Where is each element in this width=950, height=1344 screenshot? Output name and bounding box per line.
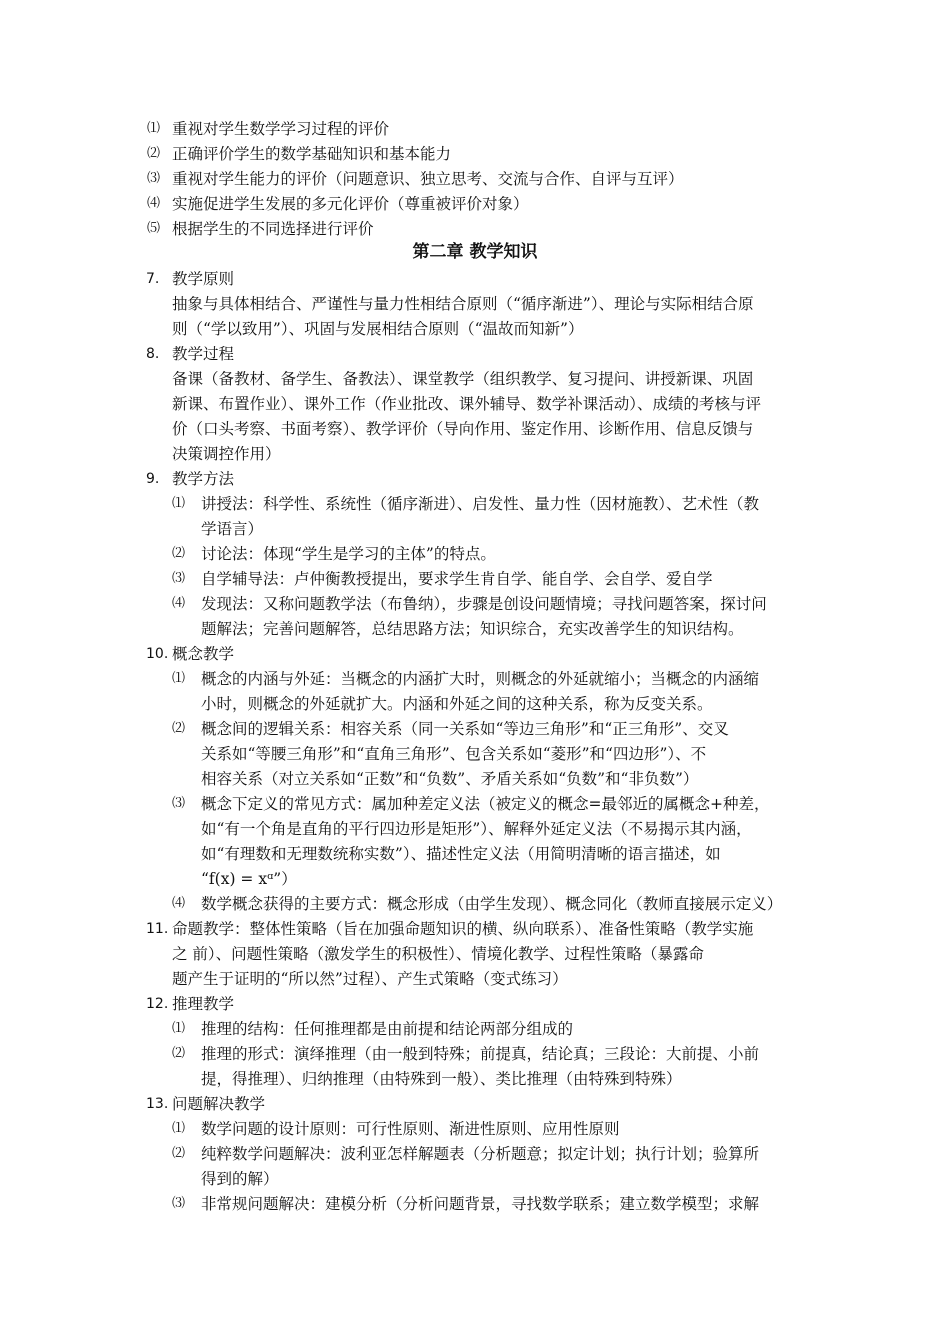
list-item-text: 概念下定义的常见方式：属加种差定义法（被定义的概念=最邻近的属概念+种差，	[201, 795, 770, 813]
continuation-text: 决策调控作用）	[172, 445, 281, 463]
list-item-text: 教学过程	[172, 345, 235, 363]
list-marker: 7.	[146, 271, 160, 287]
list-marker: ⑴	[147, 121, 161, 136]
list-marker: ⑵	[172, 1046, 186, 1061]
continuation-text: 得到的解）	[201, 1170, 279, 1188]
chapter-title: 第二章 教学知识	[412, 242, 538, 262]
list-marker: ⑷	[172, 596, 186, 611]
list-item-text: 自学辅导法：卢仲衡教授提出，要求学生肯自学、能自学、会自学、爱自学	[201, 570, 713, 588]
list-marker: 11.	[146, 921, 169, 937]
list-marker: ⑶	[172, 571, 186, 586]
list-marker: 13.	[146, 1096, 169, 1112]
continuation-text: 题产生于证明的“所以然”过程）、产生式策略（变式练习）	[172, 970, 568, 988]
list-item-text: 教学方法	[172, 470, 235, 488]
list-marker: 12.	[146, 996, 169, 1012]
continuation-text: 价（口头考察、书面考察）、教学评价（导向作用、鉴定作用、诊断作用、信息反馈与	[172, 420, 754, 438]
continuation-text: 学语言）	[201, 520, 264, 538]
list-item-text: 根据学生的不同选择进行评价	[172, 220, 374, 238]
continuation-text: 备课（备教材、备学生、备教法）、课堂教学（组织教学、复习提问、讲授新课、巩固	[172, 370, 754, 388]
continuation-text: “f(x) = xᵅ”）	[201, 870, 297, 888]
list-item-text: 数学问题的设计原则：可行性原则、渐进性原则、应用性原则	[201, 1120, 620, 1138]
list-item-text: 推理的形式：演绎推理（由一般到特殊；前提真，结论真；三段论：大前提、小前	[201, 1045, 760, 1063]
list-marker: ⑴	[172, 1121, 186, 1136]
continuation-text: 如“有一个角是直角的平行四边形是矩形”）、解释外延定义法（不易揭示其内涵，	[201, 820, 752, 838]
list-marker: ⑵	[172, 1146, 186, 1161]
list-marker: ⑷	[172, 896, 186, 911]
list-item-text: 讲授法：科学性、系统性（循序渐进）、启发性、量力性（因材施教）、艺术性（教	[201, 495, 760, 513]
continuation-text: 小时，则概念的外延就扩大。内涵和外延之间的这种关系，称为反变关系。	[201, 695, 713, 713]
list-marker: ⑶	[172, 1196, 186, 1211]
continuation-text: 抽象与具体相结合、严谨性与量力性相结合原则（“循序渐进”）、理论与实际相结合原	[172, 295, 754, 313]
list-marker: ⑷	[147, 196, 161, 211]
list-marker: ⑶	[172, 796, 186, 811]
list-marker: ⑴	[172, 496, 186, 511]
list-item-text: 正确评价学生的数学基础知识和基本能力	[172, 145, 452, 163]
list-marker: 10.	[146, 646, 169, 662]
list-item-text: 纯粹数学问题解决：波利亚怎样解题表（分析题意；拟定计划；执行计划；验算所	[201, 1145, 760, 1163]
list-item-text: 概念教学	[172, 645, 235, 663]
continuation-text: 关系如“等腰三角形”和“直角三角形”、包含关系如“菱形”和“四边形”）、不	[201, 745, 707, 763]
list-marker: ⑵	[172, 546, 186, 561]
list-item-text: 问题解决教学	[172, 1095, 266, 1113]
list-marker: ⑴	[172, 671, 186, 686]
list-marker: ⑵	[147, 146, 161, 161]
list-marker: 9.	[146, 471, 160, 487]
continuation-text: 之 前）、问题性策略（激发学生的积极性）、情境化教学、过程性策略（暴露命	[172, 945, 704, 963]
continuation-text: 新课、布置作业）、课外工作（作业批改、课外辅导、数学补课活动）、成绩的考核与评	[172, 395, 762, 413]
list-item-text: 推理的结构：任何推理都是由前提和结论两部分组成的	[201, 1020, 574, 1038]
continuation-text: 如“有理数和无理数统称实数”）、描述性定义法（用简明清晰的语言描述，如	[201, 845, 721, 863]
list-item-text: 发现法：又称问题教学法（布鲁纳），步骤是创设问题情境；寻找问题答案，探讨问	[201, 595, 767, 613]
list-item-text: 实施促进学生发展的多元化评价（尊重被评价对象）	[172, 195, 529, 213]
list-item-text: 重视对学生数学学习过程的评价	[172, 120, 390, 138]
continuation-text: 题解法；完善问题解答，总结思路方法；知识综合，充实改善学生的知识结构。	[201, 620, 744, 638]
list-item-text: 讨论法：体现“学生是学习的主体”的特点。	[201, 545, 496, 563]
list-marker: ⑶	[147, 171, 161, 186]
list-item-text: 推理教学	[172, 995, 235, 1013]
list-marker: ⑸	[147, 221, 161, 236]
list-item-text: 命题教学：整体性策略（旨在加强命题知识的横、纵向联系）、准备性策略（教学实施	[172, 920, 754, 938]
list-item-text: 数学概念获得的主要方式：概念形成（由学生发现）、概念同化（教师直接展示定义）	[201, 895, 783, 913]
continuation-text: 相容关系（对立关系如“正数”和“负数”、矛盾关系如“负数”和“非负数”）	[201, 770, 699, 788]
list-item-text: 教学原则	[172, 270, 235, 288]
list-item-text: 概念的内涵与外延：当概念的内涵扩大时，则概念的外延就缩小；当概念的内涵缩	[201, 670, 760, 688]
list-marker: ⑴	[172, 1021, 186, 1036]
list-marker: 8.	[146, 346, 160, 362]
list-item-text: 重视对学生能力的评价（问题意识、独立思考、交流与合作、自评与互评）	[172, 170, 684, 188]
list-item-text: 非常规问题解决：建模分析（分析问题背景，寻找数学联系；建立数学模型；求解	[201, 1195, 760, 1213]
continuation-text: 则（“学以致用”）、巩固与发展相结合原则（“温故而知新”）	[172, 320, 584, 338]
list-item-text: 概念间的逻辑关系：相容关系（同一关系如“等边三角形”和“正三角形”、交叉	[201, 720, 729, 738]
list-marker: ⑵	[172, 721, 186, 736]
continuation-text: 提，得推理）、归纳推理（由特殊到一般）、类比推理（由特殊到特殊）	[201, 1070, 682, 1088]
